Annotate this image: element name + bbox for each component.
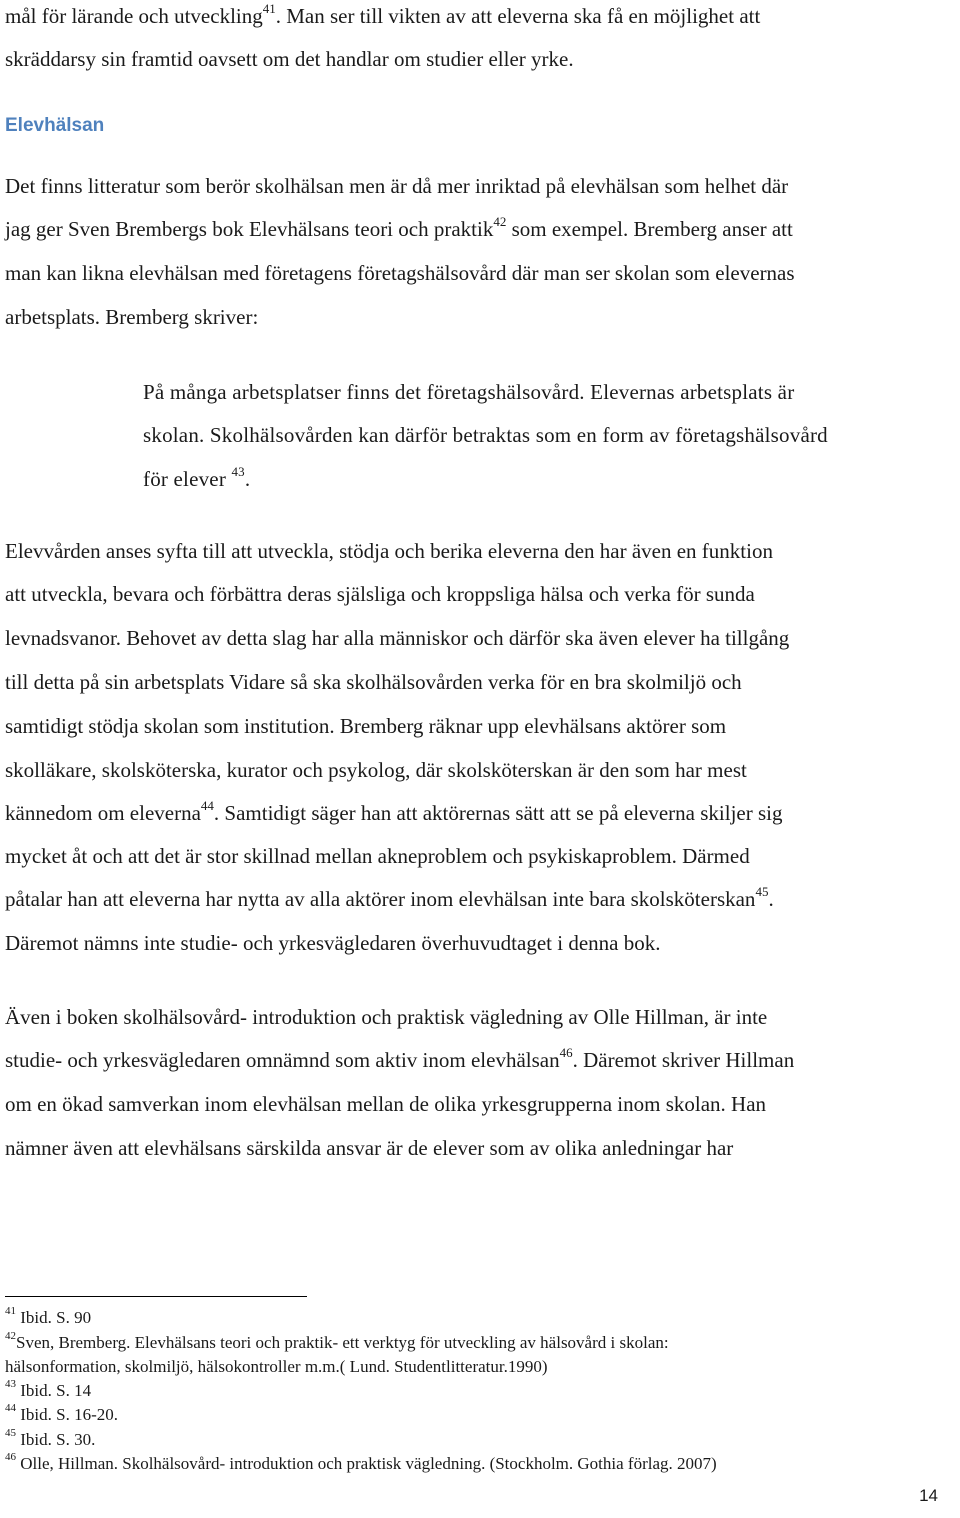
section-heading: Elevhälsan: [5, 115, 105, 136]
body-line: skräddarsy sin framtid oavsett om det handlar om studier eller yrke.: [5, 47, 574, 71]
body-line: att utveckla, bevara och förbättra deras själsliga och kroppsliga hälsa och verka för sunda: [5, 582, 755, 606]
body-line: kännedom om eleverna$^{44}$. Samtidigt säger han att aktörernas sätt att se på eleverna skiljer sig: [5, 798, 783, 825]
footnote: $^{42}$Sven, Bremberg. Elevhälsans teori och praktik- ett verktyg för utveckling av hälsovård i skolan:: [5, 1330, 669, 1352]
body-line: levnadsvanor. Behovet av detta slag har alla människor och därför ska även elever ha tillgång: [5, 626, 790, 650]
footnote: $^{46}$ Olle, Hillman. Skolhälsovård- introduktion och praktisk vägledning. (Stockholm. Gothia förlag. 2007): [5, 1451, 717, 1473]
quote-line: skolan. Skolhälsovården kan därför betraktas som en form av företagshälsovård: [143, 423, 828, 447]
body-line: Även i boken skolhälsovård- introduktion och praktisk vägledning av Olle Hillman, är inte: [5, 1005, 768, 1029]
page-number: 14: [919, 1486, 938, 1505]
body-line: Det finns litteratur som berör skolhälsan men är då mer inriktad på elevhälsan som helhet där: [5, 174, 789, 198]
quote-line: På många arbetsplatser finns det företagshälsovård. Elevernas arbetsplats är: [143, 380, 795, 404]
body-line: skolläkare, skolsköterska, kurator och psykolog, där skolsköterskan är den som har mest: [5, 758, 747, 782]
body-line: mål för lärande och utveckling$^{41}$. Man ser till vikten av att eleverna ska få en möjlighet att: [5, 1, 761, 28]
body-line: till detta på sin arbetsplats Vidare så ska skolhälsovården verka för en bra skolmiljö och: [5, 670, 742, 694]
body-line: mycket åt och att det är stor skillnad mellan akneproblem och psykiskaproblem. Därmed: [5, 844, 750, 868]
footnote: $^{45}$ Ibid. S. 30.: [5, 1427, 96, 1449]
body-line: jag ger Sven Brembergs bok Elevhälsans teori och praktik$^{42}$ som exempel. Bremberg anser att: [5, 214, 793, 241]
quote-line: för elever $^{43}$.: [143, 464, 251, 491]
body-line: påtalar han att eleverna har nytta av alla aktörer inom elevhälsan inte bara skolsköterskan$^{45}$.: [5, 884, 774, 911]
body-line: samtidigt stödja skolan som institution. Bremberg räknar upp elevhälsans aktörer som: [5, 714, 727, 738]
body-line: om en ökad samverkan inom elevhälsan mellan de olika yrkesgrupperna inom skolan. Han: [5, 1092, 767, 1116]
footnote: hälsonformation, skolmiljö, hälsokontroller m.m.( Lund. Studentlitteratur.1990): [5, 1357, 548, 1376]
body-line: studie- och yrkesvägledaren omnämnd som aktiv inom elevhälsan$^{46}$. Däremot skriver Hillman: [5, 1045, 795, 1072]
body-line: Däremot nämns inte studie- och yrkesvägledaren överhuvudtaget i denna bok.: [5, 931, 661, 955]
footnote: $^{44}$ Ibid. S. 16-20.: [5, 1402, 118, 1424]
body-line: man kan likna elevhälsan med företagens företagshälsovård där man ser skolan som elevernas: [5, 261, 795, 285]
footnote-separator: [5, 1296, 307, 1297]
footnote: $^{41}$ Ibid. S. 90: [5, 1305, 92, 1327]
body-line: arbetsplats. Bremberg skriver:: [5, 305, 259, 329]
footnote: $^{43}$ Ibid. S. 14: [5, 1378, 92, 1400]
body-line: Elevvården anses syfta till att utveckla, stödja och berika eleverna den har även en funktion: [5, 539, 773, 563]
body-line: nämner även att elevhälsans särskilda ansvar är de elever som av olika anledningar har: [5, 1136, 734, 1160]
